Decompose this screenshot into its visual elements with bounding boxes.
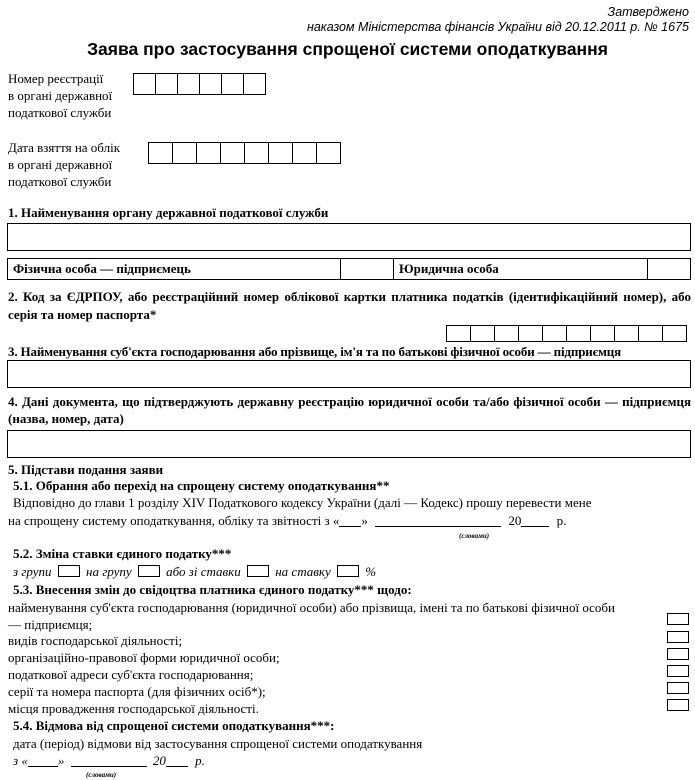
tax-office-name-field[interactable] bbox=[7, 223, 691, 251]
approval-line-1: Затверджено bbox=[607, 5, 689, 19]
month-field-5-1[interactable] bbox=[375, 526, 501, 527]
checkbox-tax-address[interactable] bbox=[667, 665, 689, 677]
section-5-3-item-5: серії та номера паспорта (для фізичних осіб*); bbox=[8, 684, 266, 699]
checkbox-name-change[interactable] bbox=[667, 613, 689, 625]
section-5-2-row: з групи на групу або зі ставки на ставку % bbox=[13, 564, 377, 579]
checkbox-legal-form[interactable] bbox=[667, 648, 689, 660]
checkbox-passport[interactable] bbox=[667, 682, 689, 694]
section-5-1-heading: 5.1. Обрання або перехід на спрощену систему оподаткування** bbox=[13, 478, 390, 493]
section-5-4-heading: 5.4. Відмова від спрощеної системи оподаткування***: bbox=[13, 718, 335, 733]
section-5-1-text-1: Відповідно до глави 1 розділу XIV Податкового кодексу України (далі — Кодекс) прошу перевести мене bbox=[13, 495, 592, 510]
tax-id-cells[interactable] bbox=[446, 325, 686, 342]
entity-individual-checkbox[interactable] bbox=[340, 258, 394, 280]
section-5-3-item-3: організаційно-правової форми юридичної особи; bbox=[8, 650, 280, 665]
entity-name-field[interactable] bbox=[7, 360, 691, 388]
year-field-5-1[interactable] bbox=[521, 526, 549, 527]
from-rate-box[interactable] bbox=[247, 565, 269, 577]
day-field-5-4[interactable] bbox=[28, 766, 58, 767]
month-field-5-4[interactable] bbox=[71, 766, 147, 767]
section-5-3-item-2: видів господарської діяльності; bbox=[8, 633, 183, 648]
page-title: Заява про застосування спрощеної системи оподаткування bbox=[87, 39, 608, 59]
section-5-heading: 5. Підстави подання заяви bbox=[8, 462, 164, 477]
section-5-1-text-2: на спрощену систему оподаткування, обліку та звітності з « » 20 р. bbox=[8, 513, 567, 528]
entity-individual-label: Фізична особа — підприємець bbox=[13, 261, 191, 276]
to-group-box[interactable] bbox=[138, 565, 160, 577]
section-4-heading: 4. Дані документа, що підтверджують державну реєстрацію юридичної особи та/або фізичної особи — підприємця (назва, номер, дата) bbox=[8, 394, 691, 426]
section-1-heading: 1. Найменування органу державної податкової служби bbox=[8, 205, 329, 220]
entity-legal-label: Юридична особа bbox=[399, 261, 499, 276]
registration-date-cells[interactable] bbox=[148, 142, 340, 164]
registration-document-field[interactable] bbox=[7, 430, 691, 458]
section-3-heading: 3. Найменування суб'єкта господарювання або прізвище, ім'я та по батькові фізичної особи — підприємця bbox=[8, 344, 622, 359]
words-caption-5-4: (словами) bbox=[86, 771, 117, 779]
year-field-5-4[interactable] bbox=[166, 766, 188, 767]
entity-legal-checkbox[interactable] bbox=[647, 258, 691, 280]
to-rate-box[interactable] bbox=[337, 565, 359, 577]
section-5-3-item-6: місця провадження господарської діяльності. bbox=[8, 701, 259, 716]
section-5-4-date-row: з « » 20 р. bbox=[13, 753, 205, 768]
section-5-3-heading: 5.3. Внесення змін до свідоцтва платника єдиного податку*** щодо: bbox=[13, 582, 412, 597]
day-field-5-1[interactable] bbox=[339, 526, 361, 527]
words-caption-5-1: (словами) bbox=[459, 532, 490, 540]
section-5-4-text: дата (період) відмови від застосування спрощеної системи оподаткування bbox=[13, 736, 423, 751]
checkbox-business-location[interactable] bbox=[667, 699, 689, 711]
from-group-box[interactable] bbox=[58, 565, 80, 577]
section-5-3-item-4: податкової адреси суб'єкта господарювання; bbox=[8, 667, 254, 682]
section-5-2-heading: 5.2. Зміна ставки єдиного податку*** bbox=[13, 546, 232, 561]
approval-line-2: наказом Міністерства фінансів України від 20.12.2011 р. № 1675 bbox=[306, 20, 689, 34]
registration-number-label: Номер реєстрації в органі державної податкової служби bbox=[8, 71, 113, 120]
section-5-3-item-1: найменування суб'єкта господарювання (юридичної особи) або прізвища, імені та по батькові фізичної особи — підприємця; bbox=[8, 600, 615, 632]
section-2-heading: 2. Код за ЄДРПОУ, або реєстраційний номер облікової картки платника податків (ідентифікаційний номер), або серія та номер паспорта* bbox=[8, 289, 691, 322]
checkbox-activity-types[interactable] bbox=[667, 631, 689, 643]
registration-number-cells[interactable] bbox=[133, 73, 265, 95]
registration-date-label: Дата взяття на облік в органі державної податкової служби bbox=[8, 140, 121, 189]
